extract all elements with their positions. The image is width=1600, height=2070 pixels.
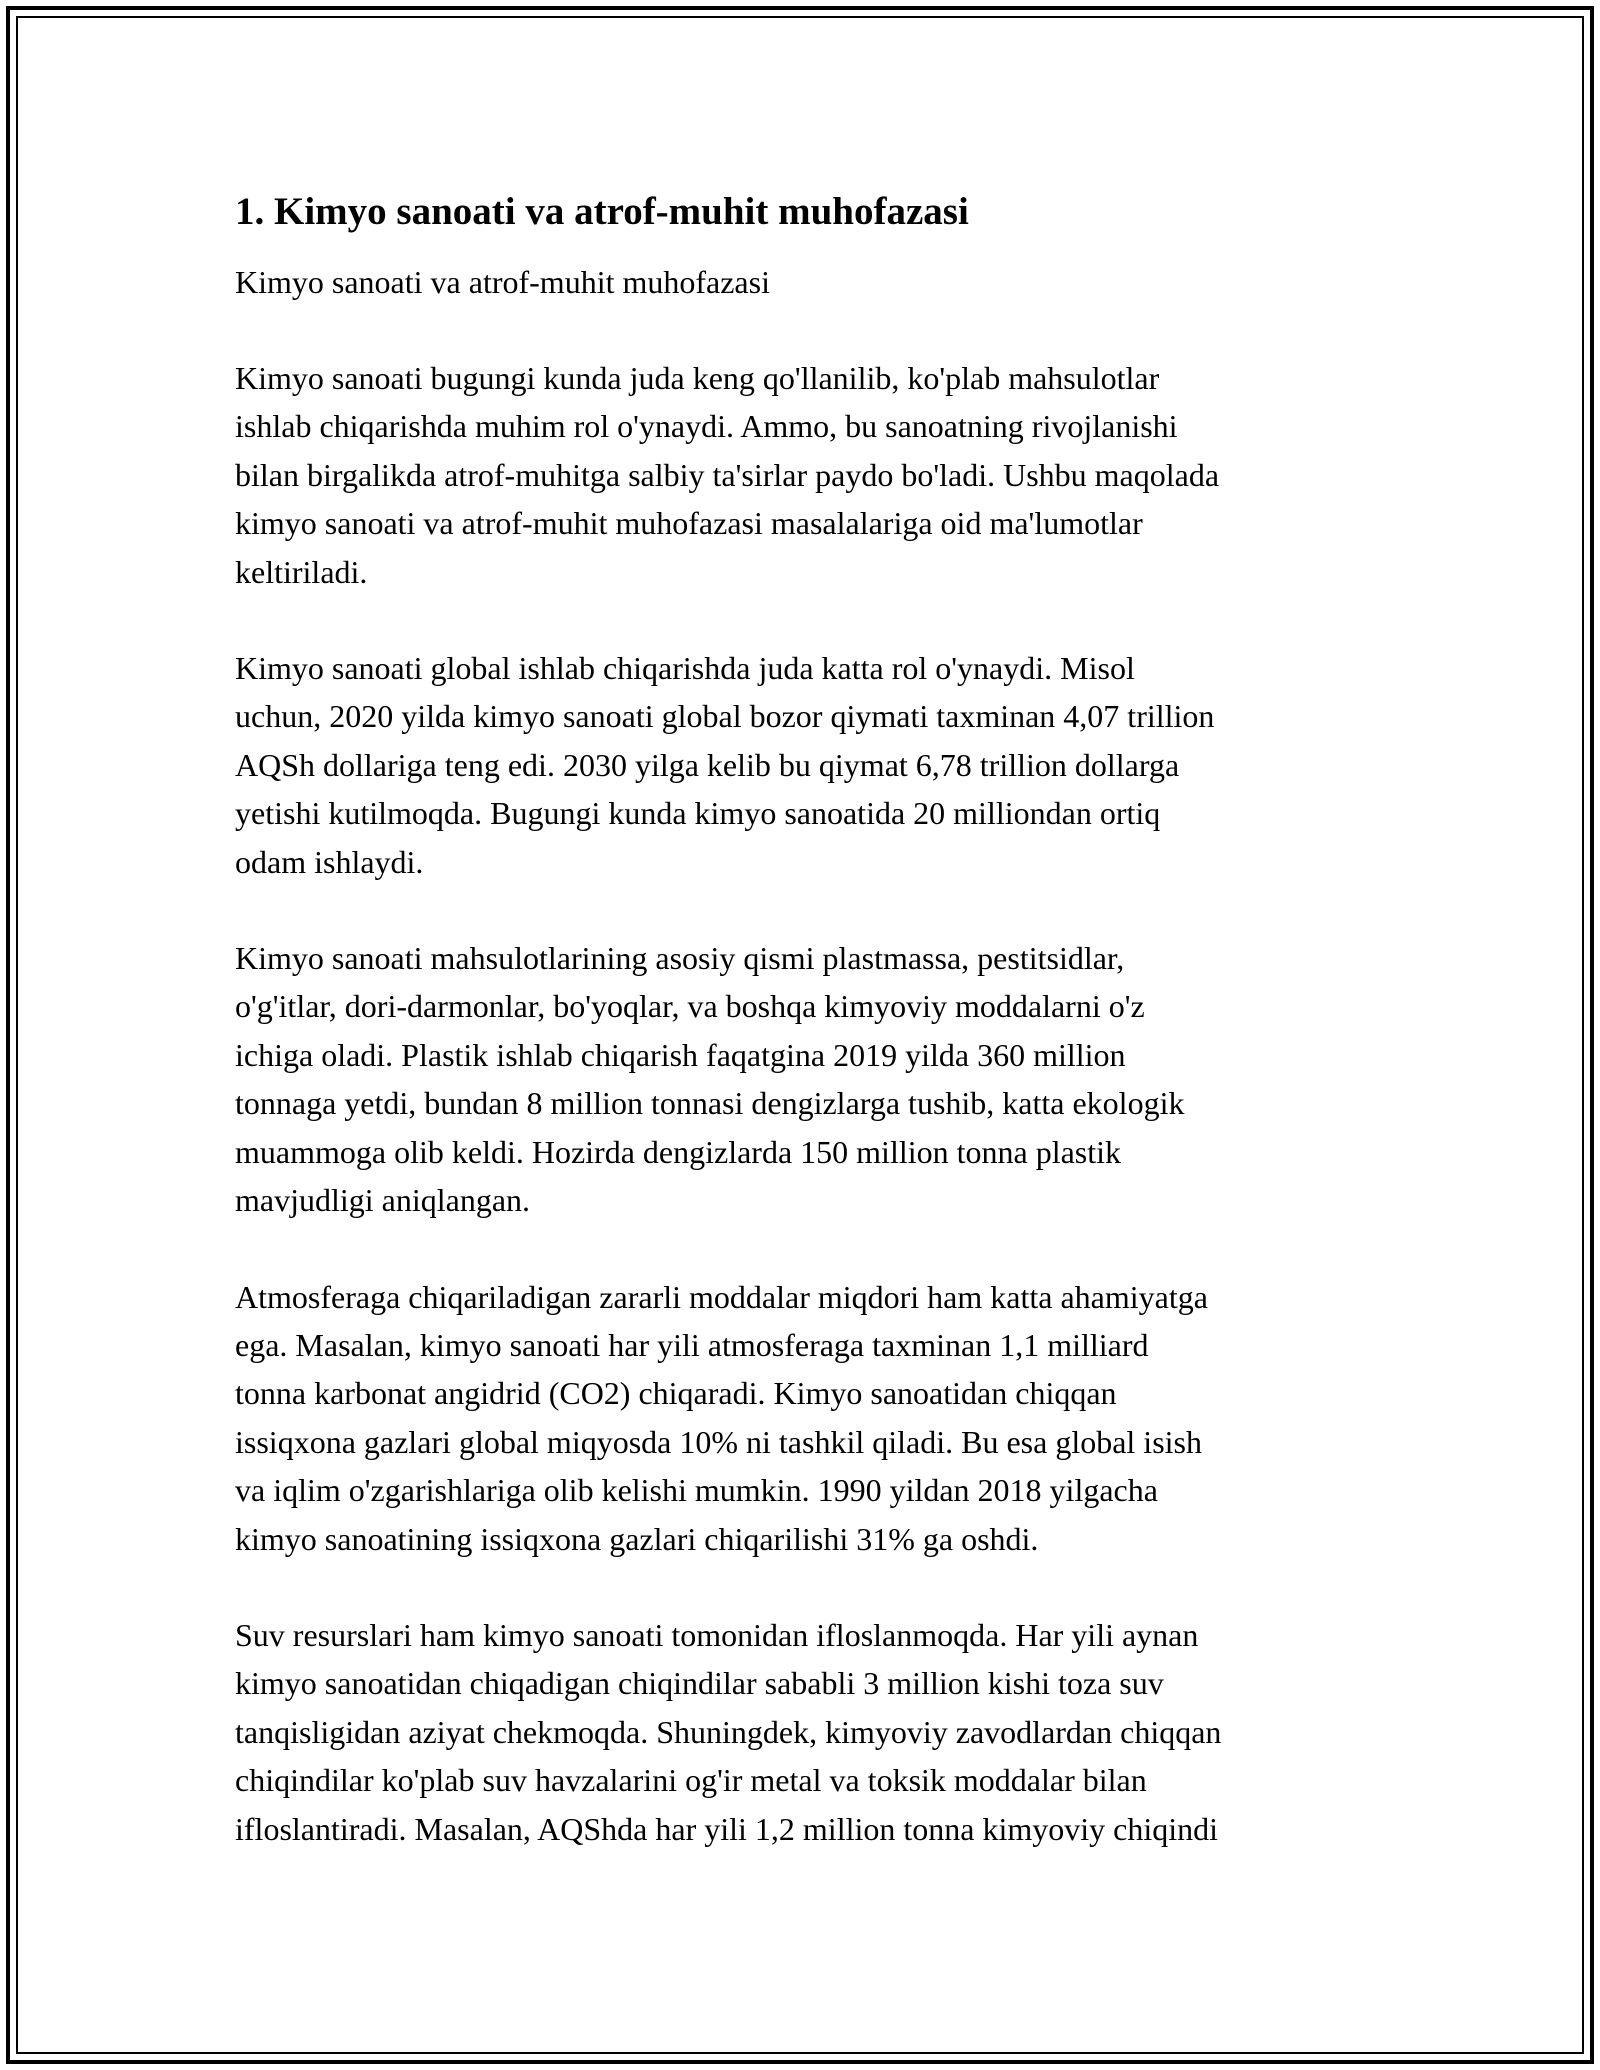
paragraph-line: ega. Masalan, kimyo sanoati har yili atmosferaga taxminan 1,1 milliard xyxy=(235,1326,1149,1363)
paragraph-line: ifloslantiradi. Masalan, AQShda har yili 1,2 million tonna kimyoviy chiqindi xyxy=(235,1810,1218,1847)
paragraph-line: chiqindilar ko'plab suv havzalarini og'ir metal va toksik moddalar bilan xyxy=(235,1762,1147,1799)
paragraph-line: Suv resurslari ham kimyo sanoati tomonidan ifloslanmoqda. Har yili aynan xyxy=(235,1616,1199,1653)
document-body xyxy=(235,186,1375,1853)
paragraph-line: issiqxona gazlari global miqyosda 10% ni tashkil qiladi. Bu esa global isish xyxy=(235,1423,1202,1460)
paragraph-line: tonnaga yetdi, bundan 8 million tonnasi dengizlarga tushib, katta ekologik xyxy=(235,1085,1185,1122)
document-subtitle: Kimyo sanoati va atrof-muhit muhofazasi xyxy=(235,264,770,300)
paragraph-line: kimyo sanoati va atrof-muhit muhofazasi masalalariga oid ma'lumotlar xyxy=(235,505,1143,542)
paragraph-list xyxy=(235,354,1375,1853)
paragraph-line: Kimyo sanoati global ishlab chiqarishda juda katta rol o'ynaydi. Misol xyxy=(235,650,1135,687)
paragraph-line: yetishi kutilmoqda. Bugungi kunda kimyo sanoatida 20 milliondan ortiq xyxy=(235,795,1161,832)
paragraph-line: kimyo sanoatining issiqxona gazlari chiqarilishi 31% ga oshdi. xyxy=(235,1520,1039,1557)
paragraph-line: uchun, 2020 yilda kimyo sanoati global bozor qiymati taxminan 4,07 trillion xyxy=(235,698,1215,735)
paragraph-line: Kimyo sanoati mahsulotlarining asosiy qismi plastmassa, pestitsidlar, xyxy=(235,940,1125,977)
paragraph-line: kimyo sanoatidan chiqadigan chiqindilar sababli 3 million kishi toza suv xyxy=(235,1665,1164,1702)
body-paragraph xyxy=(235,934,1375,1224)
paragraph-line: tanqisligidan aziyat chekmoqda. Shuningdek, kimyoviy zavodlardan chiqqan xyxy=(235,1713,1222,1750)
body-paragraph xyxy=(235,1611,1375,1853)
paragraph-line: ishlab chiqarishda muhim rol o'ynaydi. Ammo, bu sanoatning rivojlanishi xyxy=(235,408,1178,445)
paragraph-line: o'g'itlar, dori-darmonlar, bo'yoqlar, va boshqa kimyoviy moddalarni o'z xyxy=(235,988,1145,1025)
paragraph-line: muammoga olib keldi. Hozirda dengizlarda 150 million tonna plastik xyxy=(235,1133,1122,1170)
paragraph-line: tonna karbonat angidrid (CO2) chiqaradi. Kimyo sanoatidan chiqqan xyxy=(235,1375,1117,1412)
body-paragraph xyxy=(235,644,1375,886)
paragraph-line: odam ishlaydi. xyxy=(235,843,424,880)
paragraph-line: mavjudligi aniqlangan. xyxy=(235,1182,531,1219)
paragraph-line: keltiriladi. xyxy=(235,553,368,590)
body-paragraph xyxy=(235,1273,1375,1563)
paragraph-line: Kimyo sanoati bugungi kunda juda keng qo'llanilib, ko'plab mahsulotlar xyxy=(235,360,1160,396)
paragraph-line: bilan birgalikda atrof-muhitga salbiy ta'sirlar paydo bo'ladi. Ushbu maqolada xyxy=(235,456,1220,493)
paragraph-line: ichiga oladi. Plastik ishlab chiqarish faqatgina 2019 yilda 360 million xyxy=(235,1036,1126,1073)
body-paragraph xyxy=(235,354,1375,596)
paragraph-line: va iqlim o'zgarishlariga olib kelishi mumkin. 1990 yildan 2018 yilgacha xyxy=(235,1472,1158,1509)
page-title: 1. Kimyo sanoati va atrof-muhit muhofazasi xyxy=(235,190,969,233)
paragraph-line: Atmosferaga chiqariladigan zararli moddalar miqdori ham katta ahamiyatga xyxy=(235,1278,1208,1315)
paragraph-line: AQSh dollariga teng edi. 2030 yilga kelib bu qiymat 6,78 trillion dollarga xyxy=(235,746,1180,783)
